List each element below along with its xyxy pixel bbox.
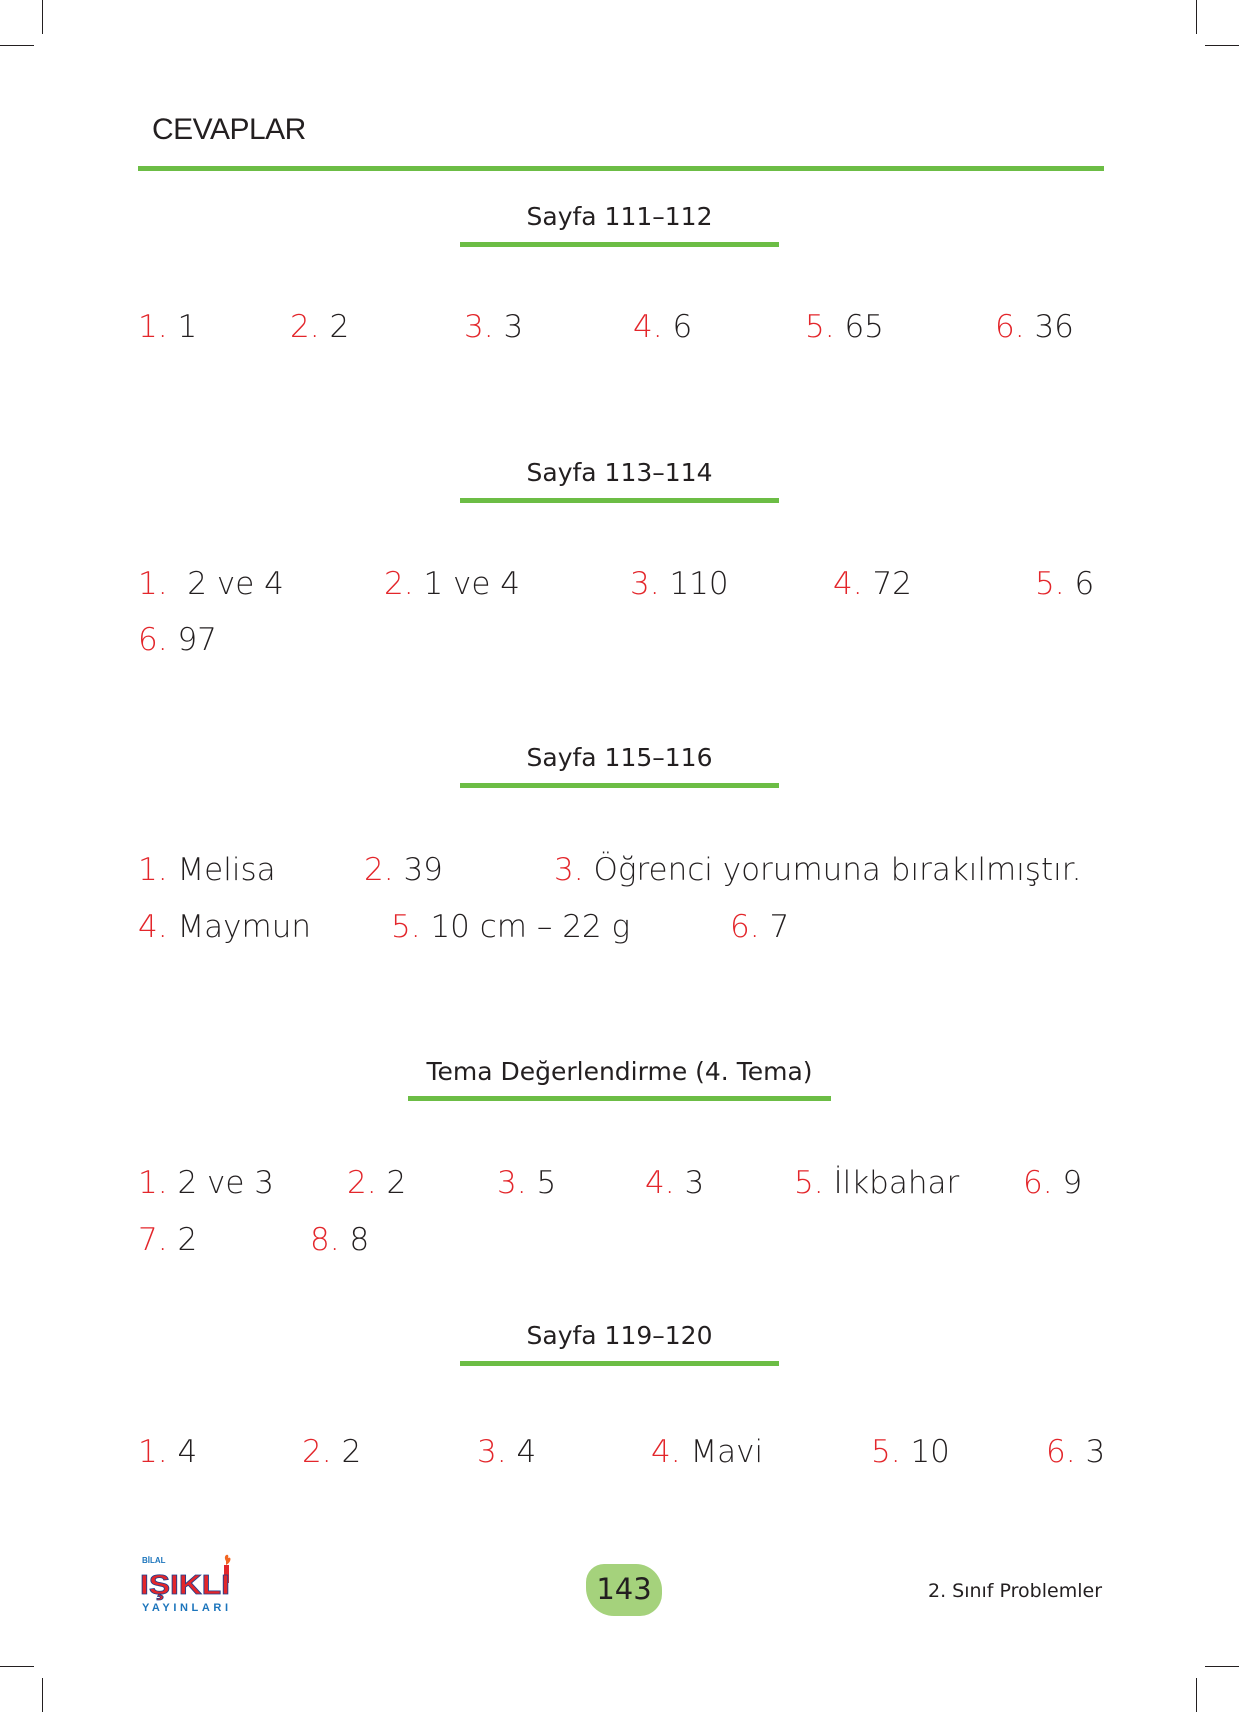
- crop-mark: [1205, 1666, 1239, 1667]
- crop-mark: [42, 0, 43, 34]
- answer-item: 5. 10: [871, 1434, 950, 1470]
- page-number: 143: [596, 1572, 652, 1606]
- answer-item: 4. 72: [833, 566, 912, 602]
- answer-item: 1. 1: [138, 309, 198, 345]
- crop-mark: [1205, 45, 1239, 46]
- section-title: Sayfa 111–112: [526, 202, 713, 231]
- answer-item: 2. 2: [347, 1165, 407, 1201]
- answer-item: 6. 97: [138, 622, 217, 658]
- section-divider: [408, 1096, 831, 1101]
- answer-item: 7. 2: [138, 1222, 198, 1258]
- answer-item: 1. 2 ve 3: [138, 1165, 275, 1201]
- answer-item: 2. 39: [364, 852, 443, 888]
- answer-item: 6. 7: [730, 909, 790, 945]
- answer-item: 3. Öğrenci yorumuna bırakılmıştır.: [554, 852, 1082, 888]
- answer-item: 1. Melisa: [138, 852, 276, 888]
- answer-item: 5. 10 cm – 22 g: [391, 909, 631, 945]
- answer-item: 3. 3: [464, 309, 524, 345]
- answer-item: 6. 36: [995, 309, 1074, 345]
- page-title: CEVAPLAR: [152, 113, 306, 146]
- answer-item: 4. 6: [633, 309, 693, 345]
- answer-item: 5. 6: [1035, 566, 1095, 602]
- answer-item: 2. 2: [302, 1434, 362, 1470]
- answer-item: 5. 65: [805, 309, 884, 345]
- answer-item: 1. 4: [138, 1434, 198, 1470]
- answer-item: 5. İlkbahar: [794, 1165, 960, 1201]
- header-divider: [138, 166, 1104, 171]
- section-divider: [460, 783, 779, 788]
- answer-item: 2. 1 ve 4: [384, 566, 521, 602]
- section-title: Sayfa 113–114: [526, 458, 713, 487]
- crop-mark: [42, 1678, 43, 1712]
- answer-item: 8. 8: [310, 1222, 370, 1258]
- book-title: 2. Sınıf Problemler: [927, 1580, 1102, 1602]
- answer-item: 4. Maymun: [138, 909, 312, 945]
- section-title: Sayfa 119–120: [526, 1321, 713, 1350]
- answer-item: 6. 9: [1023, 1165, 1083, 1201]
- answer-item: 2. 2: [290, 309, 350, 345]
- section-divider: [460, 1361, 779, 1366]
- answer-item: 1. 2 ve 4: [138, 566, 284, 602]
- section-divider: [460, 242, 779, 247]
- crop-mark: [1196, 0, 1197, 34]
- answer-item: 4. 3: [645, 1165, 705, 1201]
- crop-mark: [0, 1666, 34, 1667]
- answer-item: 3. 5: [497, 1165, 557, 1201]
- crop-mark: [1196, 1678, 1197, 1712]
- answer-item: 3. 110: [630, 566, 729, 602]
- publisher-logo: [140, 1553, 238, 1617]
- answer-item: 3. 4: [477, 1434, 537, 1470]
- crop-mark: [0, 45, 34, 46]
- logo-small-text: BİLAL: [142, 1556, 166, 1565]
- section-divider: [460, 498, 779, 503]
- answer-item: 6. 3: [1046, 1434, 1106, 1470]
- logo-sub-text: YAYINLARI: [142, 1602, 228, 1614]
- section-title: Tema Değerlendirme (4. Tema): [426, 1057, 813, 1086]
- logo-brand-text: IŞIKLI: [140, 1569, 230, 1600]
- section-title: Sayfa 115–116: [526, 743, 713, 772]
- answer-item: 4. Mavi: [651, 1434, 764, 1470]
